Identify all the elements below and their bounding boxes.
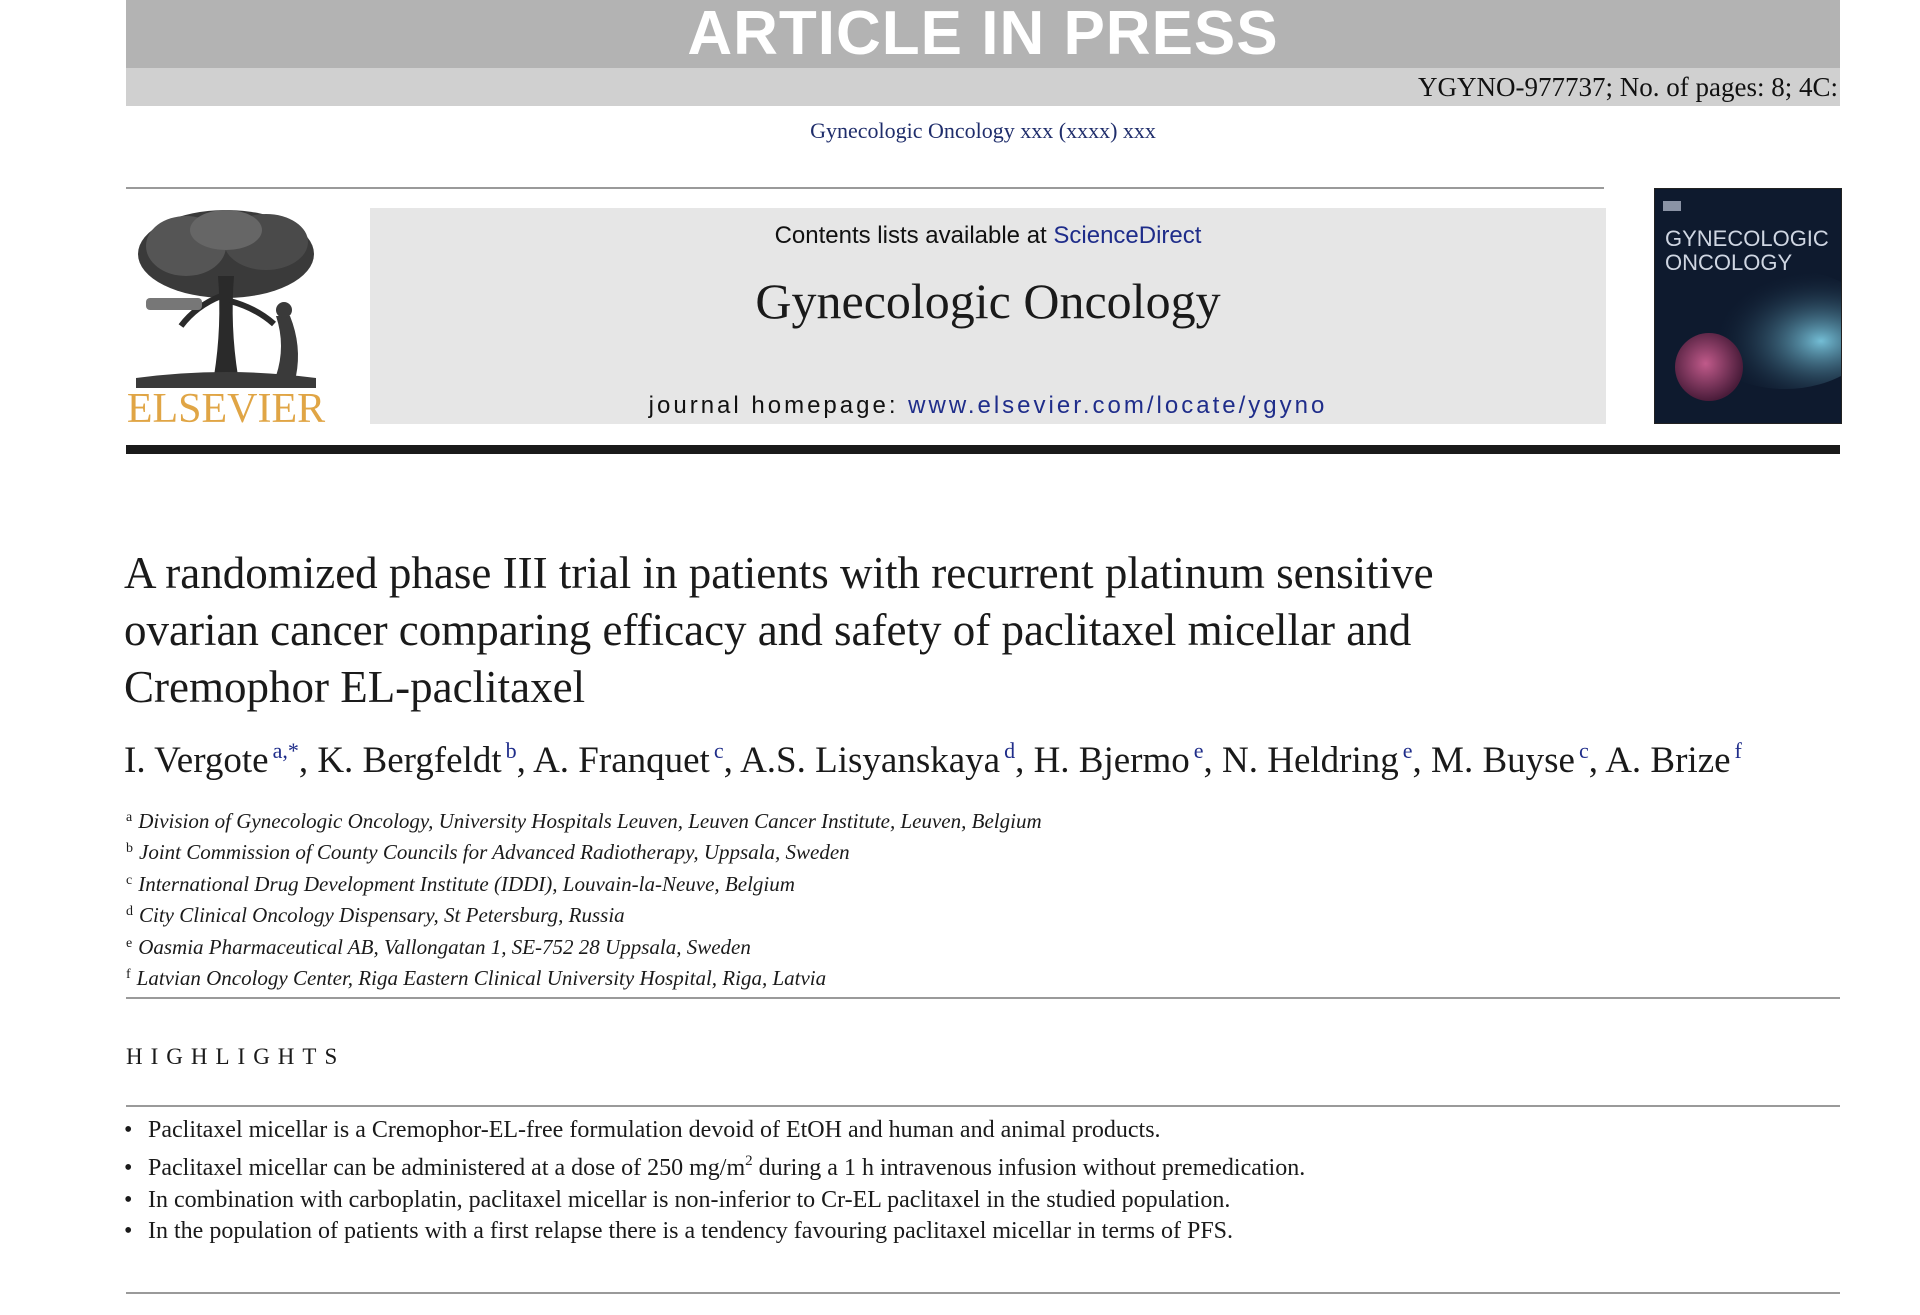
affiliation-item <box>126 835 1326 866</box>
highlight-text-cont: during a 1 h intravenous infusion without premedication. <box>752 1155 1306 1182</box>
author-separator: , <box>1015 740 1034 781</box>
author-name[interactable]: K. Bergfeldt <box>317 740 502 781</box>
author-list <box>124 738 1844 782</box>
author-separator: , <box>1412 740 1432 781</box>
affiliation-key: c <box>126 872 133 888</box>
author-affiliation-marker[interactable]: c <box>1578 738 1589 763</box>
author-name[interactable]: N. Heldring <box>1222 740 1399 781</box>
article-in-press-banner <box>126 0 1840 106</box>
journal-homepage-link[interactable]: www.elsevier.com/locate/ygyno <box>908 392 1328 419</box>
highlights-top-divider <box>126 1105 1840 1107</box>
homepage-prefix: journal homepage: <box>648 392 909 419</box>
article-title-line2: ovarian cancer comparing efficacy and safety of paclitaxel micellar and <box>124 605 1412 655</box>
affiliation-key: b <box>126 841 133 857</box>
bullet-glyph: • <box>124 1218 133 1245</box>
press-banner-top <box>126 0 1840 68</box>
highlights-heading: HIGHLIGHTS <box>126 1044 346 1069</box>
affiliation-key: f <box>126 967 131 983</box>
author-affiliation-marker[interactable]: d <box>1004 738 1016 763</box>
author-affiliation-marker[interactable]: a,* <box>272 738 299 763</box>
cover-artwork <box>1655 189 1841 423</box>
journal-cover-image[interactable] <box>1654 188 1842 424</box>
contents-line <box>370 222 1606 250</box>
author-name[interactable]: A. Brize <box>1605 740 1731 781</box>
author-name[interactable]: I. Vergote <box>124 740 269 781</box>
journal-homepage-line <box>370 392 1606 420</box>
affiliation-text: Oasmia Pharmaceutical AB, Vallongatan 1, SE-752 28 Uppsala, Sweden <box>138 934 751 959</box>
author-affiliation-marker[interactable]: c <box>713 738 724 763</box>
highlight-text: In combination with carboplatin, paclitaxel micellar is non-inferior to Cr-EL paclitaxel in the studied population. <box>148 1186 1231 1213</box>
article-title-line3: Cremophor EL-paclitaxel <box>124 662 586 712</box>
highlight-item <box>124 1146 1824 1184</box>
article-title-line1: A randomized phase III trial in patients with recurrent platinum sensitive <box>124 548 1434 598</box>
bullet-glyph: • <box>124 1117 133 1143</box>
highlights-list <box>124 1115 1824 1248</box>
highlight-text: Paclitaxel micellar can be administered at a dose of 250 mg/m <box>148 1155 746 1182</box>
affiliation-item <box>126 804 1326 835</box>
affiliation-text: Joint Commission of County Councils for Advanced Radiotherapy, Uppsala, Sweden <box>139 840 850 865</box>
author-separator: , <box>516 740 534 781</box>
affiliations-divider <box>126 997 1840 999</box>
article-title <box>124 545 1724 716</box>
highlight-superscript: 2 <box>745 1153 753 1170</box>
author-name[interactable]: A.S. Lisyanskaya <box>740 740 1001 781</box>
highlight-text: Paclitaxel micellar is a Cremophor-EL-free formulation devoid of EtOH and human and animal products. <box>148 1117 1161 1143</box>
header-bottom-rule <box>126 445 1840 454</box>
journal-reference[interactable]: Gynecologic Oncology xxx (xxxx) xxx <box>810 118 1156 143</box>
affiliation-key: d <box>126 904 133 920</box>
affiliation-list <box>126 804 1326 992</box>
journal-header-box <box>370 208 1606 424</box>
contents-prefix: Contents lists available at <box>774 222 1054 249</box>
affiliation-item <box>126 867 1326 898</box>
highlight-item <box>124 1185 1824 1216</box>
author-affiliation-marker[interactable]: e <box>1193 738 1204 763</box>
affiliation-text: City Clinical Oncology Dispensary, St Petersburg, Russia <box>139 903 625 928</box>
author-name[interactable]: M. Buyse <box>1431 740 1575 781</box>
author-separator: , <box>298 740 318 781</box>
cover-title-line2: ONCOLOGY <box>1665 250 1793 275</box>
author-affiliation-marker[interactable]: e <box>1402 738 1413 763</box>
affiliation-text: Division of Gynecologic Oncology, University Hospitals Leuven, Leuven Cancer Institute, Leuven, Belgium <box>138 809 1042 833</box>
highlight-item <box>124 1216 1824 1247</box>
affiliation-item <box>126 961 1326 992</box>
highlights-bottom-divider <box>126 1292 1840 1294</box>
elsevier-wordmark: ELSEVIER <box>126 386 326 432</box>
highlight-item <box>124 1115 1824 1146</box>
author-name[interactable]: A. Franquet <box>533 740 710 781</box>
affiliation-key: a <box>126 810 133 825</box>
press-banner-bottom <box>126 68 1840 106</box>
author-name[interactable]: H. Bjermo <box>1033 740 1190 781</box>
author-separator: , <box>1588 740 1606 781</box>
affiliation-item <box>126 930 1326 961</box>
bullet-glyph: • <box>124 1186 133 1213</box>
bullet-glyph: • <box>124 1155 133 1182</box>
affiliation-key: e <box>126 935 133 951</box>
author-affiliation-marker[interactable]: b <box>505 738 517 763</box>
author-separator: , <box>1203 740 1223 781</box>
author-separator: , <box>723 740 741 781</box>
journal-name: Gynecologic Oncology <box>755 273 1221 329</box>
header-top-divider <box>126 187 1604 189</box>
press-meta: YGYNO-977737; No. of pages: 8; 4C: <box>1418 72 1838 102</box>
affiliation-item <box>126 898 1326 929</box>
sciencedirect-link[interactable]: ScienceDirect <box>1053 222 1202 249</box>
cover-title-line1: GYNECOLOGIC <box>1665 226 1829 251</box>
author-affiliation-marker[interactable]: f <box>1734 738 1742 763</box>
press-title: ARTICLE IN PRESS <box>687 0 1279 68</box>
affiliation-text: International Drug Development Institute (IDDI), Louvain-la-Neuve, Belgium <box>138 871 795 896</box>
highlight-text: In the population of patients with a first relapse there is a tendency favouring paclitaxel micellar in terms of PFS. <box>148 1218 1234 1245</box>
cover-title <box>1665 227 1835 275</box>
affiliation-text: Latvian Oncology Center, Riga Eastern Clinical University Hospital, Riga, Latvia <box>136 966 827 991</box>
